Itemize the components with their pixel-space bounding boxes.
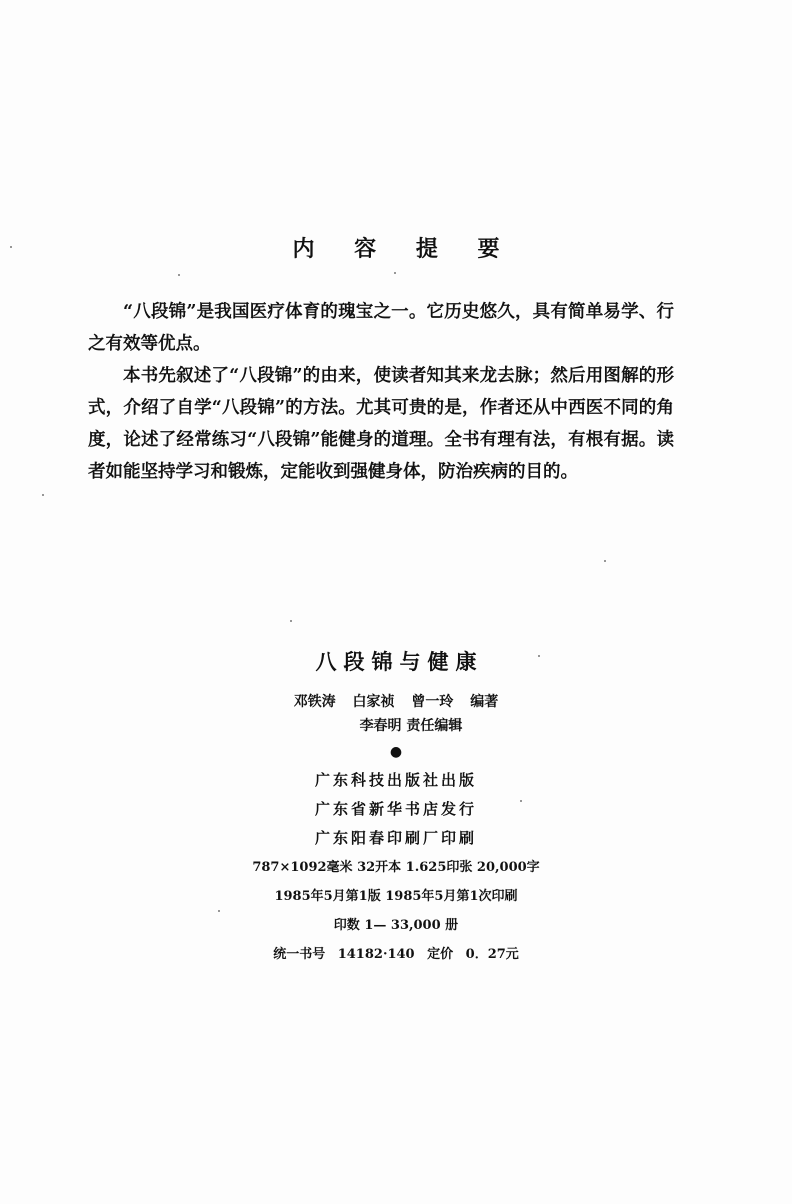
printer-line: 广东阳春印刷厂印刷 — [314, 829, 477, 847]
scan-speck — [10, 246, 12, 248]
publisher-line: 广东科技出版社出版 — [314, 771, 477, 789]
distributor-line: 广东省新华书店发行 — [314, 800, 477, 818]
scan-speck — [394, 272, 396, 274]
separator-dot: ● — [389, 744, 403, 760]
specs-line: 787×1092毫米 32开本 1.625印张 20,000字 — [252, 860, 540, 875]
summary-paragraph-1: “八段锦”是我国医疗体育的瑰宝之一。它历史悠久，具有简单易学、行之有效等优点。 — [88, 302, 674, 354]
scan-speck — [290, 620, 292, 622]
scan-speck — [520, 800, 522, 802]
scan-speck — [178, 274, 180, 276]
authors-line: 邓铁涛 白家祯 曾一玲 编著 — [293, 694, 499, 710]
scan-speck — [42, 494, 44, 496]
summary-body — [88, 296, 674, 488]
code-price-line: 统一书号 14182·140 定价 0．27元 — [273, 947, 519, 962]
print-run-line: 印数 1— 33,000 册 — [333, 918, 459, 933]
summary-title: 内 容 提 要 — [292, 236, 516, 262]
summary-paragraph-2: 本书先叙述了“八段锦”的由来，使读者知其来龙去脉；然后用图解的形式，介绍了自学“八段锦”的方法。尤其可贵的是，作者还从中西医不同的角度，论述了经常练习“八段锦”能健身的道理。全书有理有法，有根有据。读者如能坚持学习和锻炼，定能收到强健身体，防治疾病的目的。 — [88, 366, 674, 482]
colophon — [0, 690, 792, 969]
scan-speck — [218, 910, 220, 912]
edition-line: 1985年5月第1版 1985年5月第1次印刷 — [274, 889, 518, 904]
scan-speck — [538, 655, 540, 657]
book-title: 八段锦与健康 — [315, 649, 484, 674]
editor-line: 李春明 责任编辑 — [359, 718, 463, 734]
scan-speck — [604, 560, 606, 562]
